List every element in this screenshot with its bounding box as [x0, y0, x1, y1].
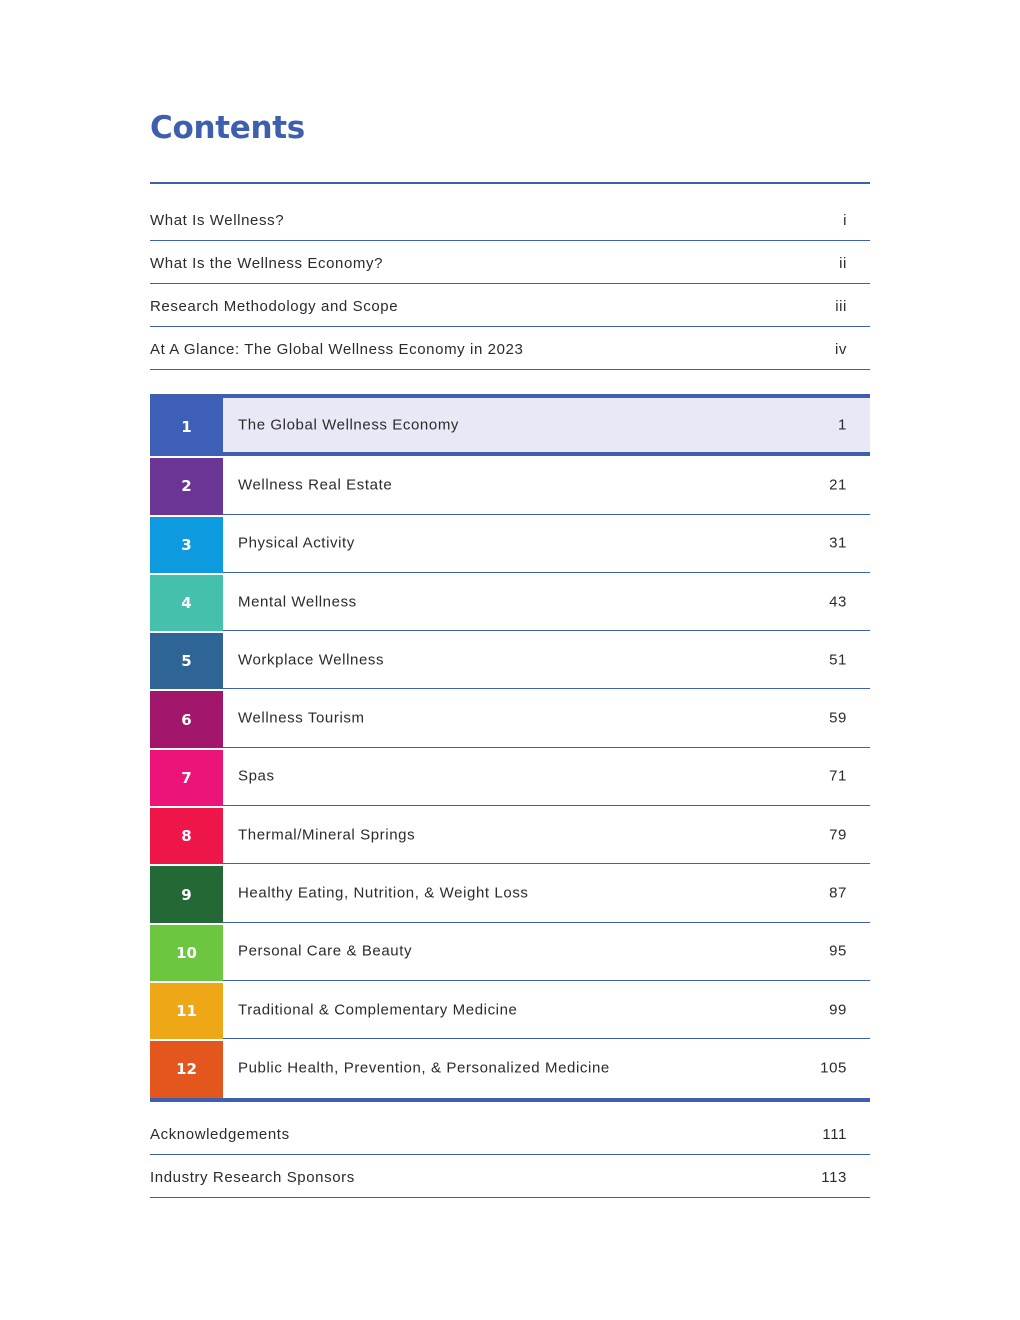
chapter-page: 51	[829, 651, 847, 669]
chapter-label: Healthy Eating, Nutrition, & Weight Loss	[238, 884, 529, 902]
chapter-page: 21	[829, 476, 847, 494]
chapter-body	[223, 398, 870, 456]
chapter-number-badge: 5	[150, 631, 223, 689]
chapter-row-11[interactable]	[150, 981, 870, 1039]
chapter-label: Wellness Real Estate	[238, 476, 393, 494]
toc-entry-label: Acknowledgements	[150, 1126, 290, 1143]
toc-entry-label: At A Glance: The Global Wellness Economy in 2023	[150, 341, 524, 358]
chapter-body	[223, 573, 870, 631]
chapter-page: 99	[829, 1001, 847, 1019]
toc-entry-label: What Is Wellness?	[150, 212, 285, 229]
chapter-list-bottom-rule	[150, 1098, 870, 1102]
chapter-row-5[interactable]	[150, 631, 870, 689]
toc-entry-page: 111	[822, 1126, 847, 1143]
chapter-label: Public Health, Prevention, & Personalized Medicine	[238, 1059, 610, 1077]
chapter-body	[223, 923, 870, 981]
page-title: Contents	[150, 110, 305, 146]
chapter-page: 95	[829, 942, 847, 960]
chapter-page: 31	[829, 534, 847, 552]
front-matter-list	[150, 198, 870, 370]
chapter-body	[223, 515, 870, 573]
chapter-label: Personal Care & Beauty	[238, 942, 413, 960]
chapter-row-7[interactable]	[150, 748, 870, 806]
chapter-number-badge: 10	[150, 923, 223, 981]
chapter-row-12[interactable]	[150, 1039, 870, 1097]
chapter-label: Workplace Wellness	[238, 651, 385, 669]
chapter-number-badge: 7	[150, 748, 223, 806]
chapter-label: Spas	[238, 767, 275, 785]
toc-entry-page: iv	[834, 341, 847, 358]
toc-entry-page: i	[843, 212, 847, 229]
chapter-page: 59	[829, 709, 847, 727]
chapter-row-8[interactable]	[150, 806, 870, 864]
toc-entry-page: iii	[835, 298, 847, 315]
chapter-page: 1	[838, 416, 847, 434]
toc-entry-page: ii	[839, 255, 847, 272]
chapter-body	[223, 748, 870, 806]
chapter-row-3[interactable]	[150, 515, 870, 573]
toc-entry-label: Research Methodology and Scope	[150, 298, 399, 315]
chapter-label: Wellness Tourism	[238, 709, 365, 727]
chapter-number-badge: 12	[150, 1039, 223, 1097]
chapter-row-1[interactable]	[150, 398, 870, 456]
chapter-page: 105	[820, 1059, 847, 1077]
chapter-body	[223, 631, 870, 689]
chapter-body	[223, 1039, 870, 1097]
chapter-row-10[interactable]	[150, 923, 870, 981]
toc-entry-at-a-glance[interactable]	[150, 327, 870, 370]
chapter-body	[223, 981, 870, 1039]
chapter-page: 87	[829, 884, 847, 902]
chapter-row-9[interactable]	[150, 864, 870, 922]
toc-entry-wellness-economy[interactable]	[150, 241, 870, 284]
chapter-label: Physical Activity	[238, 534, 355, 552]
chapter-body	[223, 456, 870, 514]
toc-entry-label: Industry Research Sponsors	[150, 1169, 355, 1186]
chapter-row-4[interactable]	[150, 573, 870, 631]
title-divider	[150, 182, 870, 184]
chapter-page: 71	[829, 767, 847, 785]
chapter-number-badge: 3	[150, 515, 223, 573]
chapter-number-badge: 9	[150, 864, 223, 922]
chapter-label: Thermal/Mineral Springs	[238, 826, 416, 844]
chapter-number-badge: 1	[150, 398, 223, 456]
chapter-page: 43	[829, 593, 847, 611]
chapter-label: Mental Wellness	[238, 593, 357, 611]
chapter-row-6[interactable]	[150, 689, 870, 747]
chapter-number-badge: 8	[150, 806, 223, 864]
chapter-number-badge: 6	[150, 689, 223, 747]
toc-entry-industry-research-sponsors[interactable]	[150, 1155, 870, 1198]
chapter-page: 79	[829, 826, 847, 844]
chapter-body	[223, 689, 870, 747]
back-matter-list	[150, 1112, 870, 1198]
toc-entry-what-is-wellness[interactable]	[150, 198, 870, 241]
chapter-body	[223, 864, 870, 922]
chapter-body	[223, 806, 870, 864]
chapter-label: The Global Wellness Economy	[238, 416, 460, 434]
chapter-number-badge: 2	[150, 456, 223, 514]
toc-entry-label: What Is the Wellness Economy?	[150, 255, 384, 272]
toc-entry-acknowledgements[interactable]	[150, 1112, 870, 1155]
chapter-row-2[interactable]	[150, 456, 870, 514]
chapter-list	[150, 394, 870, 1102]
chapter-number-badge: 11	[150, 981, 223, 1039]
toc-entry-research-methodology[interactable]	[150, 284, 870, 327]
chapter-number-badge: 4	[150, 573, 223, 631]
chapter-label: Traditional & Complementary Medicine	[238, 1001, 518, 1019]
toc-entry-page: 113	[821, 1169, 847, 1186]
